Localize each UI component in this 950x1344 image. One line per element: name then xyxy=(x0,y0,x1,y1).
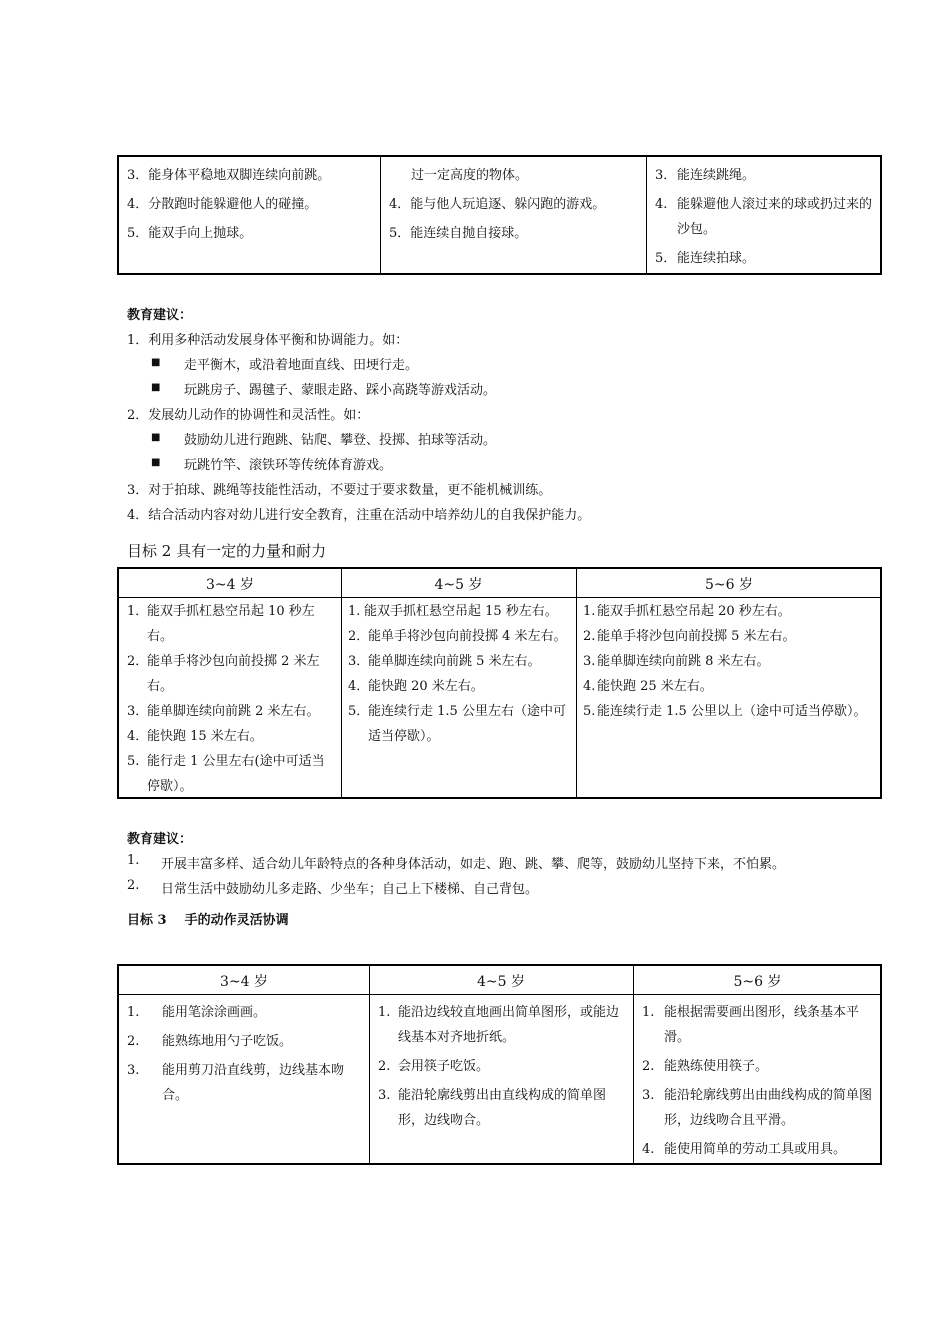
square-bullet-icon: ■ xyxy=(151,382,161,393)
list-item: 4. 能使用简单的劳动工具或用具。 xyxy=(642,1142,847,1157)
advice1-line: 2．发展幼儿动作的协调性和灵活性。如： xyxy=(127,408,370,423)
list-item: 5. 能连续行走 1.5 公里以上（途中可适当停歇）。 xyxy=(583,704,867,719)
advice2-number: 2. xyxy=(127,878,140,893)
goal3-col-3-4 xyxy=(127,1000,362,1163)
advice1-line: 4．结合活动内容对幼儿进行安全教育，注重在活动中培养幼儿的自我保护能力。 xyxy=(127,508,591,523)
square-bullet-icon: ■ xyxy=(151,357,161,368)
table1-col-3-4 xyxy=(127,163,377,273)
table-header-3-4: 3~4 岁 xyxy=(206,577,254,593)
advice1-heading: 教育建议： xyxy=(127,308,193,323)
table-header-3-4: 3~4 岁 xyxy=(220,974,268,990)
table-divider xyxy=(341,569,342,797)
list-item: 2． 能单手将沙包向前投掷 4 米左右。 xyxy=(348,629,567,644)
list-item: 5． 能连续行走 1.5 公里左右（途中可适当停歇）。 xyxy=(348,704,566,744)
list-item: 2. 能熟练地用勺子吃饭。 xyxy=(127,1034,293,1049)
goal2-col-4-5 xyxy=(348,599,572,797)
list-item: 1. 能双手抓杠悬空吊起 15 秒左右。 xyxy=(348,604,558,619)
list-item: 4. 能快跑 25 米左右。 xyxy=(583,679,713,694)
goal2-title: 目标 2 具有一定的力量和耐力 xyxy=(127,542,327,560)
table-header-divider xyxy=(119,994,880,995)
list-item: 4. 能躲避他人滚过来的球或扔过来的沙包。 xyxy=(655,197,873,237)
goal2-col-5-6 xyxy=(583,599,878,797)
list-item: 2. 会用筷子吃饭。 xyxy=(378,1059,490,1074)
goal3-title: 目标 3 手的动作灵活协调 xyxy=(127,913,289,928)
table-header-5-6: 5~6 岁 xyxy=(705,577,753,593)
list-item: 2． 能单手将沙包向前投掷 2 米左右。 xyxy=(127,654,320,694)
square-bullet-icon: ■ xyxy=(151,457,161,468)
list-item: 2. 能单手将沙包向前投掷 5 米左右。 xyxy=(583,629,796,644)
list-item: 4． 能快跑 20 米左右。 xyxy=(348,679,484,694)
list-item: 3. 能沿轮廓线剪出由曲线构成的简单图形，边线吻合且平滑。 xyxy=(642,1088,873,1128)
list-item: 3． 能连续跳绳。 xyxy=(655,168,756,183)
advice1-line: 走平衡木，或沿着地面直线、田埂行走。 xyxy=(184,358,419,373)
list-item: 5． 能连续拍球。 xyxy=(655,251,756,266)
advice2-number: 1. xyxy=(127,853,140,868)
table-divider xyxy=(380,157,381,273)
list-item: 3． 能单脚连续向前跳 2 米左右。 xyxy=(127,704,320,719)
goal3-table xyxy=(117,964,882,1165)
goal3-col-4-5 xyxy=(378,1000,628,1163)
list-item: 1． 能双手抓杠悬空吊起 10 秒左右。 xyxy=(127,604,315,644)
advice2-line: 日常生活中鼓励幼儿多走路、少坐车；自己上下楼梯、自己背包。 xyxy=(161,882,539,897)
square-bullet-icon: ■ xyxy=(151,432,161,443)
list-item: 4．分散跑时能躲避他人的碰撞。 xyxy=(127,197,318,212)
list-item: 3. 能用剪刀沿直线剪，边线基本吻合。 xyxy=(127,1063,345,1103)
table-divider xyxy=(576,569,577,797)
list-item: 3． 能单脚连续向前跳 5 米左右。 xyxy=(348,654,541,669)
list-item: 3．能身体平稳地双脚连续向前跳。 xyxy=(127,168,331,183)
list-item: 过一定高度的物体。 xyxy=(411,168,529,183)
table-divider xyxy=(369,966,370,1163)
goal3-col-5-6 xyxy=(642,1000,878,1163)
list-item: 1. 能根据需要画出图形，线条基本平滑。 xyxy=(642,1005,860,1045)
list-item: 2. 能熟练使用筷子。 xyxy=(642,1059,769,1074)
list-item: 3. 能单脚连续向前跳 8 米左右。 xyxy=(583,654,770,669)
table-header-5-6: 5~6 岁 xyxy=(733,974,782,990)
goal2-col-3-4 xyxy=(127,599,337,797)
table-divider xyxy=(646,157,647,273)
list-item: 1. 能用笔涂涂画画。 xyxy=(127,1005,267,1020)
goal1-table-continued xyxy=(117,155,882,275)
advice1-line: 3．对于拍球、跳绳等技能性活动，不要过于要求数量，更不能机械训练。 xyxy=(127,483,552,498)
table1-col-5-6 xyxy=(655,163,877,273)
list-item: 5. 能行走 1 公里左右(途中可适当停歇）。 xyxy=(127,754,325,794)
goal2-table xyxy=(117,567,882,799)
list-item: 3. 能沿轮廓线剪出由直线构成的简单图形，边线吻合。 xyxy=(378,1088,607,1128)
list-item: 4．能与他人玩追逐、躲闪跑的游戏。 xyxy=(389,197,606,212)
list-item: 5．能双手向上抛球。 xyxy=(127,226,253,241)
list-item: 1. 能沿边线较直地画出简单图形，或能边线基本对齐地折纸。 xyxy=(378,1005,620,1045)
list-item: 5．能连续自抛自接球。 xyxy=(389,226,528,241)
advice1-line: 玩跳房子、踢毽子、蒙眼走路、踩小高跷等游戏活动。 xyxy=(184,383,497,398)
table-header-4-5: 4~5 岁 xyxy=(434,577,483,593)
table-header-divider xyxy=(119,597,880,598)
table-divider xyxy=(633,966,634,1163)
advice1-line: 1．利用多种活动发展身体平衡和协调能力。如： xyxy=(127,333,409,348)
list-item: 1. 能双手抓杠悬空吊起 20 秒左右。 xyxy=(583,604,791,619)
advice1-line: 玩跳竹竿、滚铁环等传统体育游戏。 xyxy=(184,458,393,473)
list-item: 4． 能快跑 15 米左右。 xyxy=(127,729,263,744)
advice2-line: 开展丰富多样、适合幼儿年龄特点的各种身体活动，如走、跑、跳、攀、爬等，鼓励幼儿坚持下来，不怕累。 xyxy=(161,857,786,872)
table1-col-4-5 xyxy=(389,163,644,273)
advice1-line: 鼓励幼儿进行跑跳、钻爬、攀登、投掷、拍球等活动。 xyxy=(184,433,497,448)
table-header-4-5: 4~5 岁 xyxy=(477,974,525,990)
advice2-heading: 教育建议： xyxy=(127,832,193,847)
